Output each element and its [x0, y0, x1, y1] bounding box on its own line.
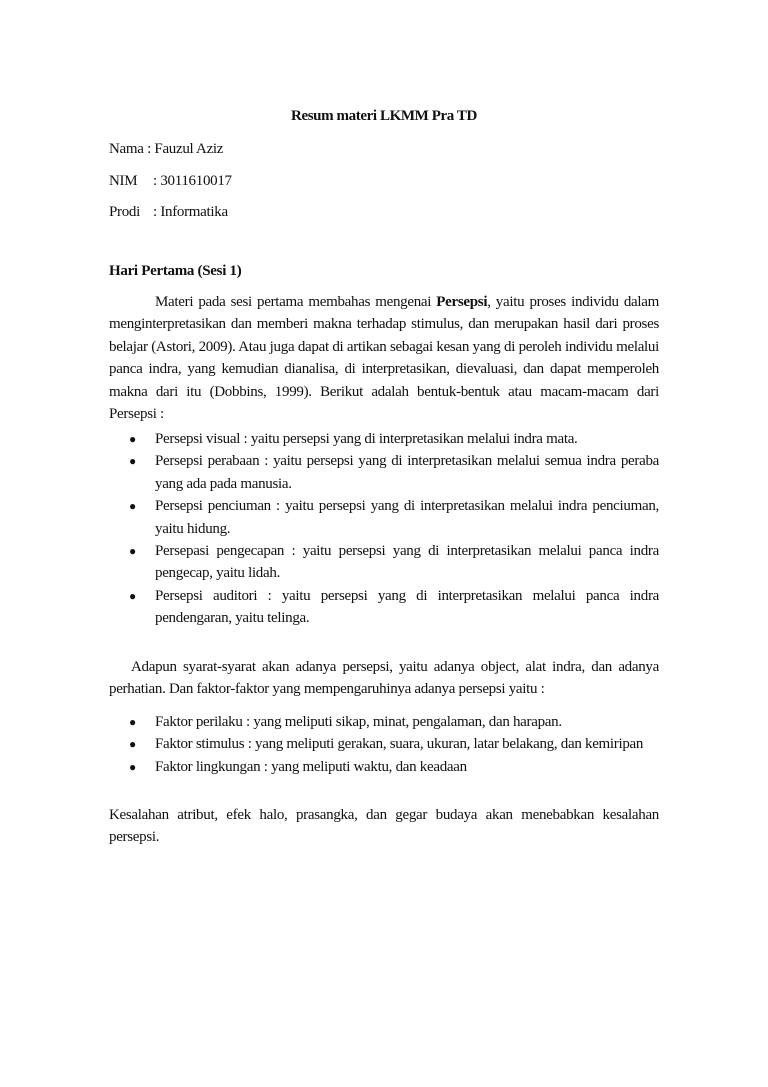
- bullet-icon: ●: [129, 715, 136, 729]
- persepsi-list: [109, 428, 659, 630]
- list-item: ● Persepasi pengecapan : yaitu persepsi yang di interpretasikan melalui panca indra pengecap, yaitu lidah.: [109, 540, 659, 585]
- prodi-value: : Informatika: [153, 204, 228, 220]
- nim-value: : 3011610017: [153, 173, 232, 189]
- paragraph-persepsi-intro: Materi pada sesi pertama membahas mengenai: [155, 294, 437, 310]
- list-item: ● Persepsi visual : yaitu persepsi yang di interpretasikan melalui indra mata.: [109, 428, 659, 450]
- prodi-label: Prodi: [109, 204, 141, 220]
- bullet-icon: ●: [129, 454, 136, 469]
- bullet-icon: ●: [129, 544, 136, 559]
- section-heading: Hari Pertama (Sesi 1): [109, 263, 242, 279]
- faktor-list: [109, 711, 659, 778]
- bullet-icon: ●: [129, 737, 136, 752]
- bullet-icon: ●: [129, 499, 136, 514]
- paragraph-persepsi-keyword: Persepsi: [436, 294, 488, 310]
- list-item: ● Persepsi penciuman : yaitu persepsi yang di interpretasikan melalui indra penciuman, yaitu hidung.: [109, 495, 659, 540]
- list-item: ● Faktor stimulus : yang meliputi gerakan, suara, ukuran, latar belakang, dan kemiripan: [109, 733, 659, 755]
- name-label: Nama: [109, 141, 144, 157]
- nim-row: [109, 173, 232, 190]
- paragraph-kesalahan: Kesalahan atribut, efek halo, prasangka, dan gegar budaya akan menebabkan kesalahan persepsi.: [109, 807, 659, 846]
- paragraph-persepsi-body: , yaitu proses individu dalam menginterpretasikan dan memberi makna terhadap stimulus, dan merupakan hasil dari proses belajar (Astori, 2009). Atau juga dapat di artikan sebagai kesan yang di peroleh individu melalui panca indra, yang kemudian dianalisa, di interpretasikan, dievaluasi, dan dapat memperoleh makna dari itu (Dobbins, 1999). Berikut adalah bentuk-bentuk atau macam-macam dari Persepsi :: [109, 294, 659, 423]
- paragraph-syarat: Adapun syarat-syarat akan adanya persepsi, yaitu adanya object, alat indra, dan adanya perhatian. Dan faktor-faktor yang mempengaruhinya adanya persepsi yaitu :: [109, 659, 659, 698]
- paragraph-persepsi: [109, 291, 659, 425]
- list-item: ● Faktor lingkungan : yang meliputi waktu, dan keadaan: [109, 756, 659, 778]
- bullet-icon: ●: [129, 759, 136, 774]
- bullet-icon: ●: [129, 432, 136, 446]
- list-item: ● Persepsi perabaan : yaitu persepsi yang di interpretasikan melalui semua indra peraba yang ada pada manusia.: [109, 450, 659, 495]
- list-item: ● Persepsi auditori : yaitu persepsi yang di interpretasikan melalui panca indra pendengaran, yaitu telinga.: [109, 585, 659, 630]
- name-row: [109, 141, 223, 158]
- prodi-row: [109, 204, 228, 221]
- nim-label: NIM: [109, 173, 138, 189]
- bullet-icon: ●: [129, 588, 136, 603]
- name-value: : Fauzul Aziz: [147, 141, 224, 157]
- list-item: ● Faktor perilaku : yang meliputi sikap, minat, pengalaman, dan harapan.: [109, 711, 659, 733]
- page-title: Resum materi LKMM Pra TD: [291, 108, 477, 124]
